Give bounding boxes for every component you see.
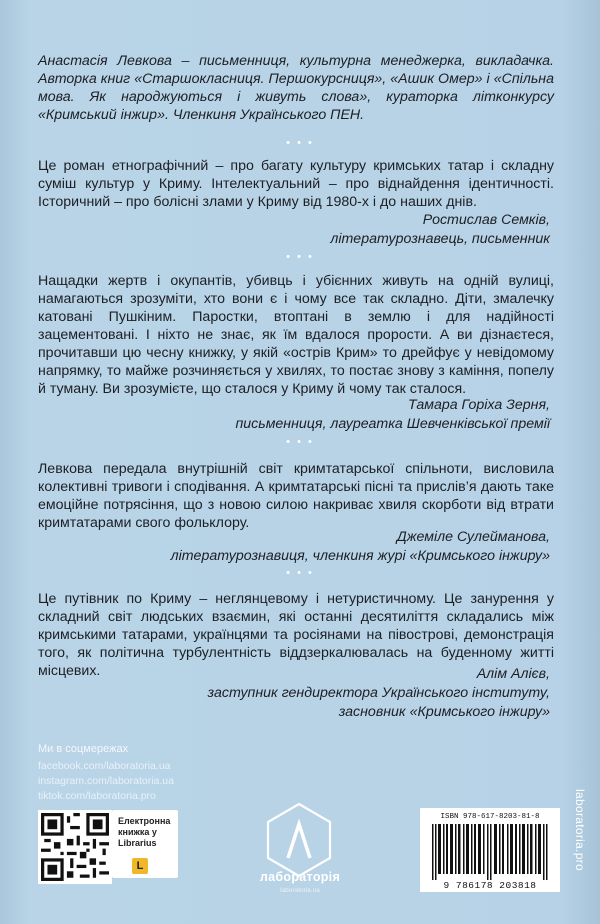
review-role: письменниця, лауреатка Шевченківської премії bbox=[235, 416, 550, 432]
review-author: Ростислав Семків, bbox=[422, 212, 550, 228]
review-role: заступник гендиректора Українського інституту, bbox=[207, 685, 550, 701]
review-4-attribution bbox=[208, 665, 550, 722]
review-1-attribution bbox=[330, 211, 550, 249]
review-text: Левкова передала внутрішній світ кримтатарської спільноти, висловила колективні тривоги і сподівання. А кримтатарські пісні та прислів’я дають таке емоційне потрясіння, що з новою силою накриває хвиля скорботи від втрати кримтатарами свого фольклору. bbox=[38, 461, 554, 531]
isbn-label: ISBN 978-617-8203-81-8 bbox=[440, 813, 540, 821]
review-author: Алім Алієв, bbox=[476, 666, 550, 682]
author-bio-text: Анастасія Левкова – письменниця, культурна менеджерка, викладачка. Авторка книг «Старшокласниця. Першокурсниця», «Ашик Омер» і «Спільна мова. Як народжуються і живуть слова», кураторка літконкурсу «Кримський інжир». Членкиня Українського ПЕН. bbox=[38, 53, 554, 123]
barcode-icon bbox=[432, 824, 548, 880]
publisher-subtitle: laboratoria.ua bbox=[280, 887, 320, 894]
review-text: Це путівник по Криму – неглянцевому і нетуристичному. Це занурення у складний світ людських взаємин, які останні десятиліття складались між кримськими татарами, українцями та росіянами на півострові, демонстрація того, як політична турбулентність віддзеркалювалась на буденному житті місцевих. bbox=[38, 591, 554, 679]
social-link-instagram[interactable]: instagram.com/laboratoria.ua bbox=[38, 775, 174, 787]
review-1 bbox=[38, 157, 554, 211]
qr-code[interactable] bbox=[38, 810, 112, 884]
divider: • • • bbox=[286, 137, 314, 149]
social-title: Ми в соцмережах bbox=[38, 743, 129, 755]
social-link-facebook[interactable]: facebook.com/laboratoria.ua bbox=[38, 760, 171, 772]
review-role: літературознавець, письменник bbox=[330, 231, 550, 247]
review-2-attribution bbox=[235, 396, 550, 434]
divider: • • • bbox=[286, 436, 314, 448]
review-text: Це роман етнографічний – про багату культуру кримських татар і складну суміш культур у Криму. Інтелектуальний – про віднайдення ідентичності. Історичний – про болісні злами у Криму від 1980-х і до наших днів. bbox=[38, 158, 554, 210]
divider: • • • bbox=[286, 567, 314, 579]
review-role: літературознавиця, членкиня журі «Кримського інжиру» bbox=[170, 548, 550, 564]
review-3-attribution bbox=[171, 528, 550, 566]
review-2 bbox=[38, 272, 554, 398]
publisher-name: лабораторія bbox=[259, 870, 341, 884]
review-3 bbox=[38, 460, 554, 532]
publisher-site[interactable] bbox=[573, 760, 587, 900]
isbn-barcode bbox=[420, 808, 560, 892]
publisher-site-text: laboratoria.pro bbox=[573, 789, 587, 871]
librarius-logo-icon: L bbox=[132, 858, 148, 874]
social-link-tiktok[interactable]: tiktok.com/laboratoria.pro bbox=[38, 790, 156, 802]
author-bio bbox=[38, 52, 554, 124]
ebook-label: Електронна книжка у Librarius bbox=[118, 816, 171, 848]
review-author: Джеміле Сулейманова, bbox=[396, 529, 550, 545]
review-author: Тамара Горіха Зерня, bbox=[407, 397, 550, 413]
divider: • • • bbox=[286, 251, 314, 263]
ebook-badge[interactable] bbox=[112, 810, 178, 878]
review-text: Нащадки жертв і окупантів, убивць і убієнних живуть на одній вулиці, намагаються зрозуміти, хто вони є і чому все так складно. Діти, змалечку катовані Пушкіним. Паростки, втоптані в землю і для надійності зацементовані. І ніхто не знає, як їм вдалося прорости. А ви дізнаєтеся, прочитавши цю чесну книжку, у якій «острів Крим» то дрейфує у невідомому напрямку, то майже розчиняється у хвилях, то постає знову з каміння, попелу й туману. Ви зрозумієте, що сталося у Криму й чому так сталося. bbox=[38, 273, 554, 397]
review-role-2: засновник «Кримського інжиру» bbox=[338, 704, 550, 720]
qr-code-icon bbox=[41, 813, 109, 881]
isbn-digits: 9 786178 203818 bbox=[443, 880, 537, 891]
